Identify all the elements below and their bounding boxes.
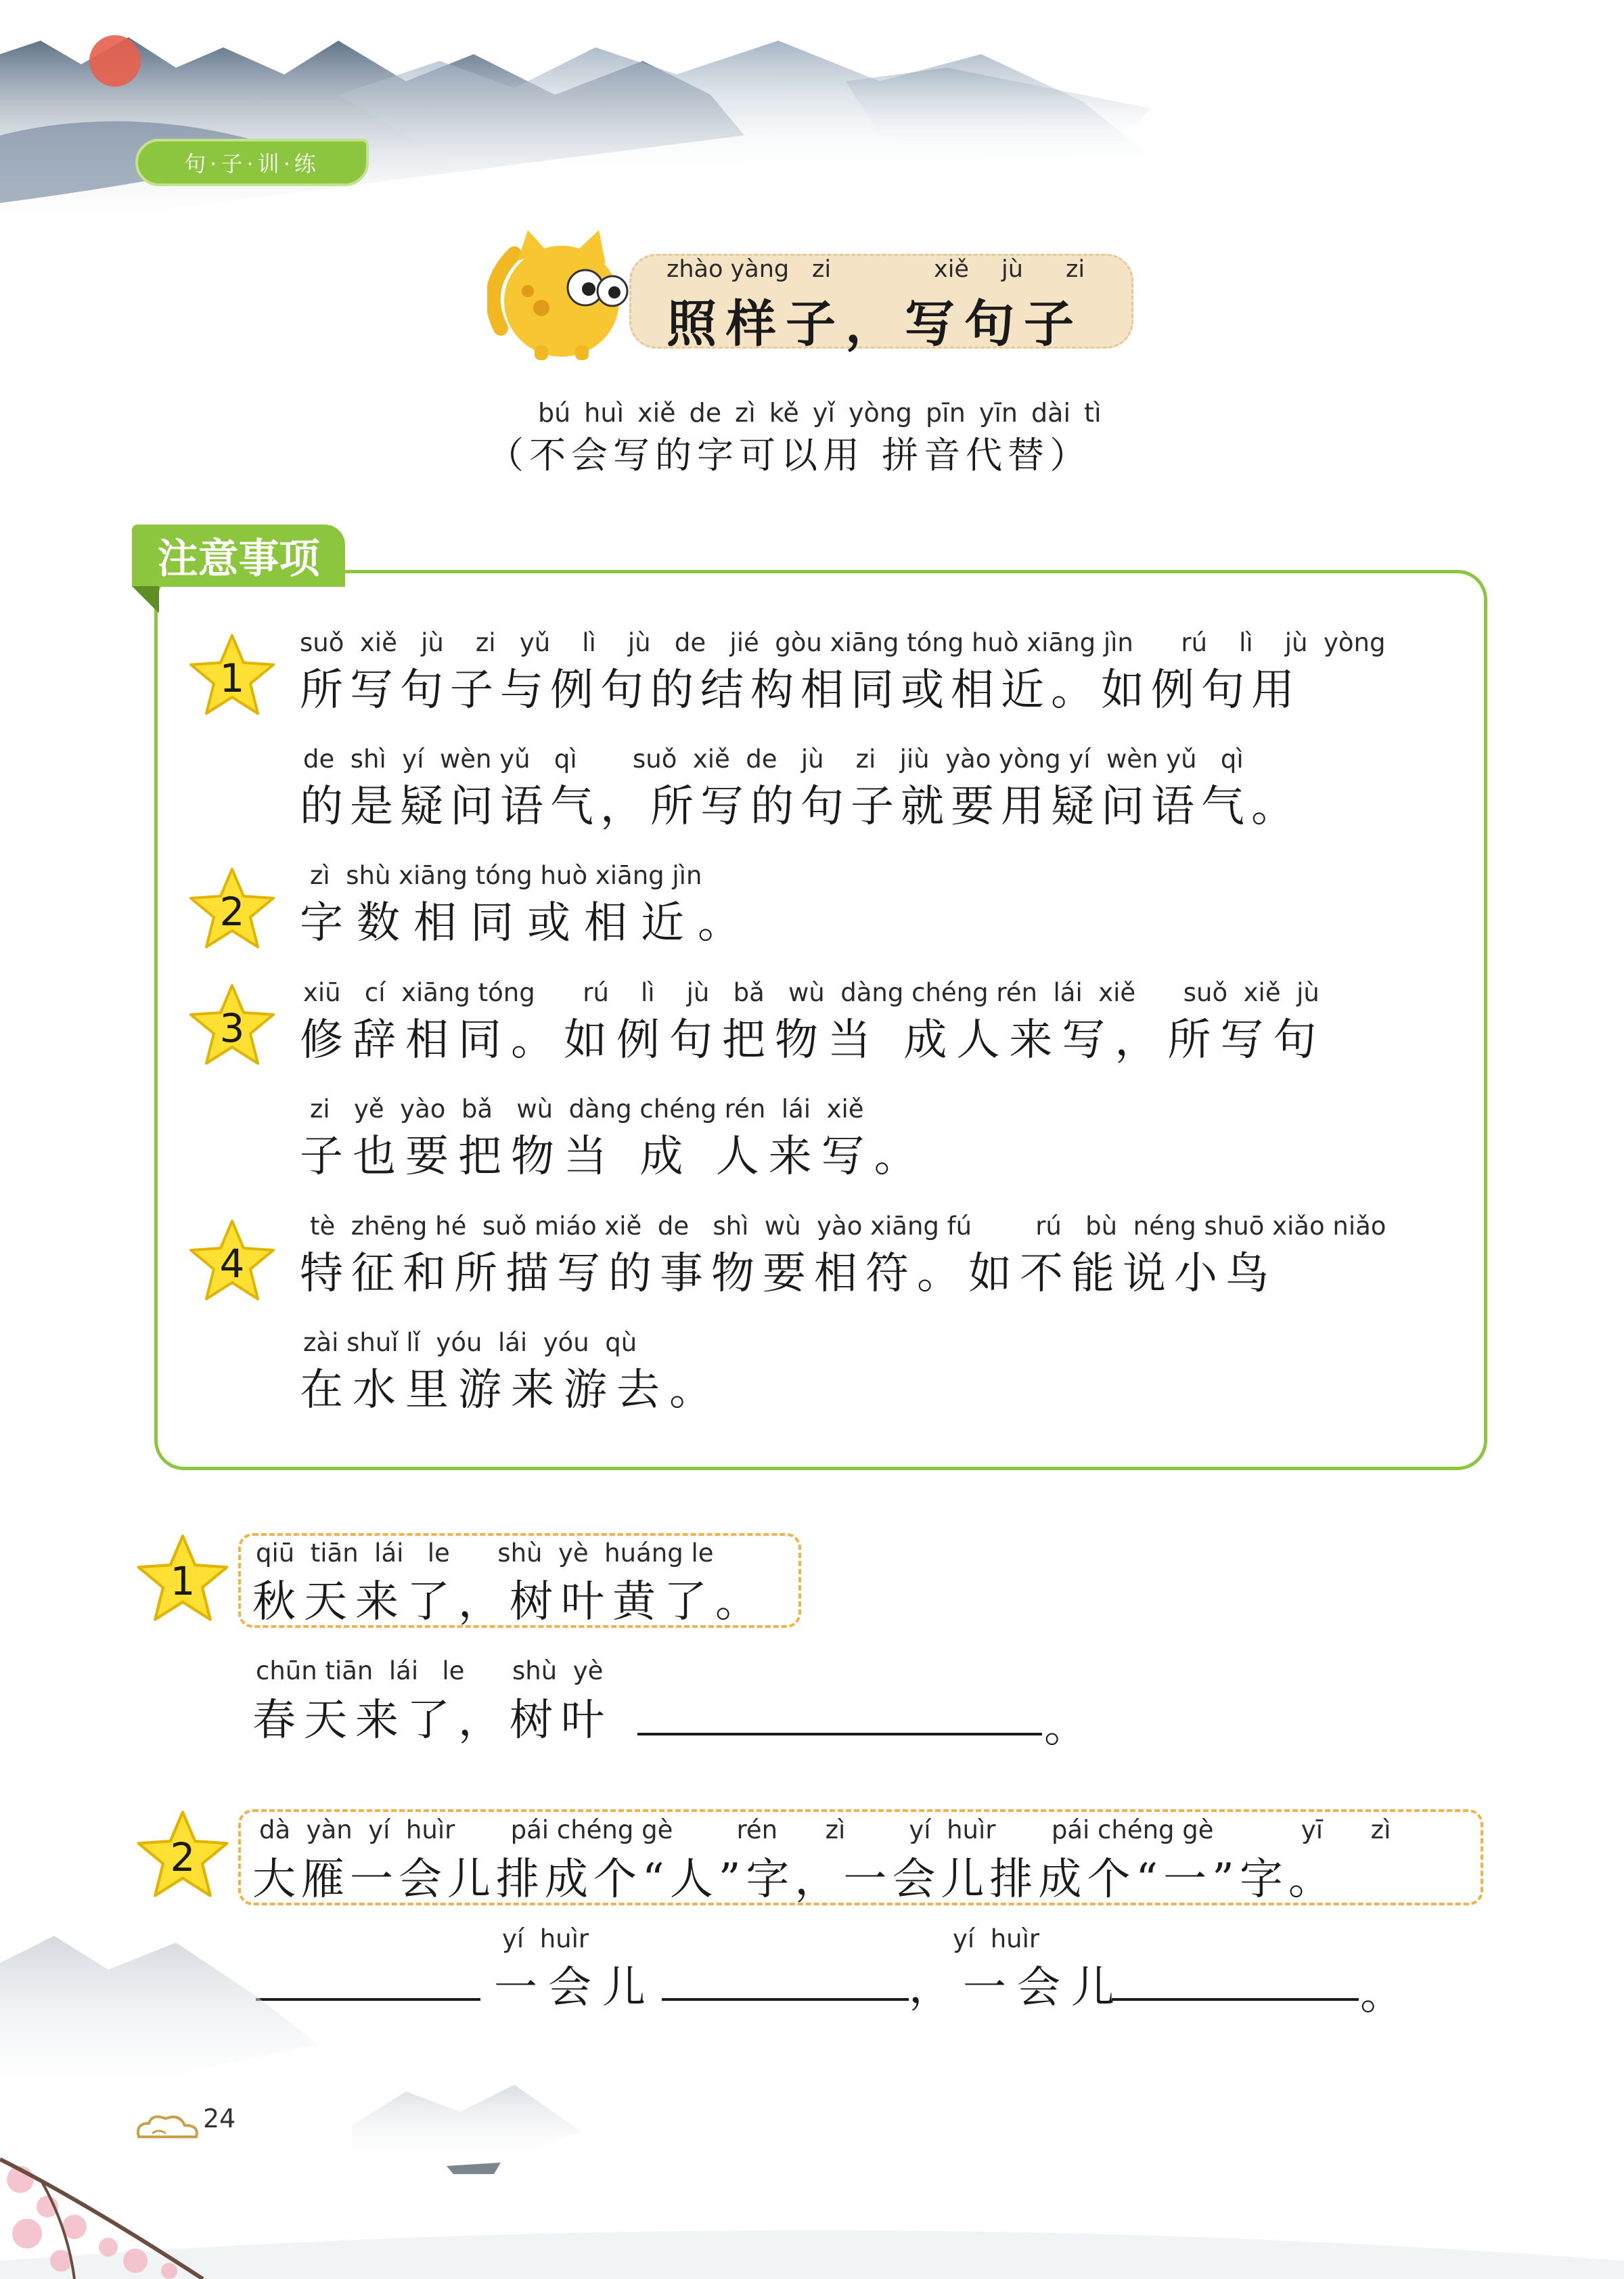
- mountain-landscape-top: [0, 0, 1624, 257]
- subtitle-pinyin: bú huì xiě de zì kě yǐ yòng pīn yīn dài tì: [538, 398, 1102, 428]
- exercise-2-answer-pinyin-1: yí huìr: [502, 1924, 589, 1953]
- title-pinyin-5: zi: [1066, 256, 1085, 283]
- note-4-line-2-pinyin: zài shuǐ lǐ yóu lái yóu qù: [303, 1328, 637, 1357]
- note-3-line-2-text: 子也要把物当 成 人来写。: [300, 1132, 927, 1182]
- section-tag-label: 句·子·训·练: [184, 151, 320, 177]
- note-number-2: 2: [219, 888, 245, 935]
- note-4-line-2-text: 在水里游来游去。: [300, 1365, 722, 1415]
- cat-mascot-icon: [487, 227, 629, 362]
- exercise-1-answer-pinyin: chūn tiān lái le shù yè: [256, 1656, 604, 1685]
- mountain-landscape-bottom: [0, 1909, 1624, 2279]
- note-3-line-1-text: 修辞相同。如例句把物当 成人来写，所写句: [300, 1015, 1326, 1065]
- exercise-1-answer-blank[interactable]: [637, 1733, 1042, 1735]
- title-pinyin-2: zi: [812, 256, 832, 283]
- note-1-line-1-text: 所写句子与例句的结构相同或相近。如例句用: [300, 665, 1301, 715]
- exercise-2-answer-mid-1: 一会儿: [494, 1963, 656, 2013]
- note-4-line-1-text: 特征和所描写的事物要相符。如不能说小鸟: [300, 1249, 1277, 1299]
- title-pinyin-3: xiě: [934, 256, 969, 283]
- note-3-line-2-pinyin: zi yě yào bǎ wù dàng chéng rén lái xiě: [310, 1094, 864, 1124]
- note-number-1: 1: [219, 655, 245, 701]
- exercise-1-example-text: 秋天来了，树叶黄了。: [252, 1577, 767, 1627]
- exercise-number-1: 1: [170, 1558, 196, 1604]
- notes-tab-fold: [132, 586, 159, 613]
- exercise-1-answer-period: 。: [1044, 1702, 1087, 1752]
- exercise-2-example-pinyin: dà yàn yí huìr pái chéng gè rén zì yí huìr pái chéng gè yī zì: [259, 1815, 1391, 1844]
- exercise-1-example-pinyin: qiū tiān lái le shù yè huáng le: [256, 1539, 714, 1568]
- note-number-3: 3: [219, 1004, 245, 1051]
- note-star-4: [188, 1218, 276, 1303]
- note-star-1: [188, 633, 276, 717]
- exercise-2-answer-mid-2: ，一会儿: [909, 1963, 1125, 2013]
- note-star-3: [188, 983, 276, 1067]
- exercise-number-2: 2: [170, 1834, 196, 1880]
- note-2-line-1-pinyin: zì shù xiāng tóng huò xiāng jìn: [310, 861, 702, 890]
- exercise-star-2: [135, 1809, 230, 1900]
- notes-label-tab: [132, 525, 345, 587]
- note-1-line-2-pinyin: de shì yí wèn yǔ qì suǒ xiě de jù zi jiù yào yòng yí wèn yǔ qì: [303, 745, 1244, 774]
- exercise-2-example-text: 大雁一会儿排成个“人”字，一会儿排成个“一”字。: [252, 1855, 1337, 1905]
- section-tag: [135, 139, 369, 186]
- subtitle: （不会写的字可以用 拼音代替）: [487, 434, 1092, 477]
- cloud-ornament-icon: [132, 2113, 206, 2147]
- note-star-2: [188, 866, 276, 951]
- exercise-2-answer-period: 。: [1360, 1970, 1403, 2020]
- page-title: 照样子，写句子: [667, 295, 1083, 353]
- note-number-4: 4: [219, 1240, 245, 1287]
- exercise-star-1: [135, 1533, 230, 1624]
- note-2-line-1-text: 字数相同或相近。: [300, 898, 754, 948]
- note-3-line-1-pinyin: xiū cí xiāng tóng rú lì jù bǎ wù dàng chéng rén lái xiě suǒ xiě jù: [303, 978, 1320, 1007]
- note-1-line-2-text: 的是疑问语气，所写的句子就要用疑问语气。: [300, 782, 1301, 832]
- page-number: 24: [203, 2104, 236, 2133]
- exercise-1-answer-prefix: 春天来了，树叶: [252, 1696, 612, 1746]
- title-pinyin-4: jù: [1001, 256, 1023, 283]
- exercise-2-answer-pinyin-2: yí huìr: [953, 1924, 1040, 1953]
- note-4-line-1-pinyin: tè zhēng hé suǒ miáo xiě de shì wù yào xiāng fú rú bù néng shuō xiǎo niǎo: [310, 1212, 1386, 1241]
- title-pinyin-1: zhào yàng: [667, 256, 790, 283]
- note-1-line-1-pinyin: suǒ xiě jù zi yǔ lì jù de jié gòu xiāng tóng huò xiāng jìn rú lì jù yòng: [300, 628, 1386, 657]
- notes-label: 注意事项: [157, 535, 320, 583]
